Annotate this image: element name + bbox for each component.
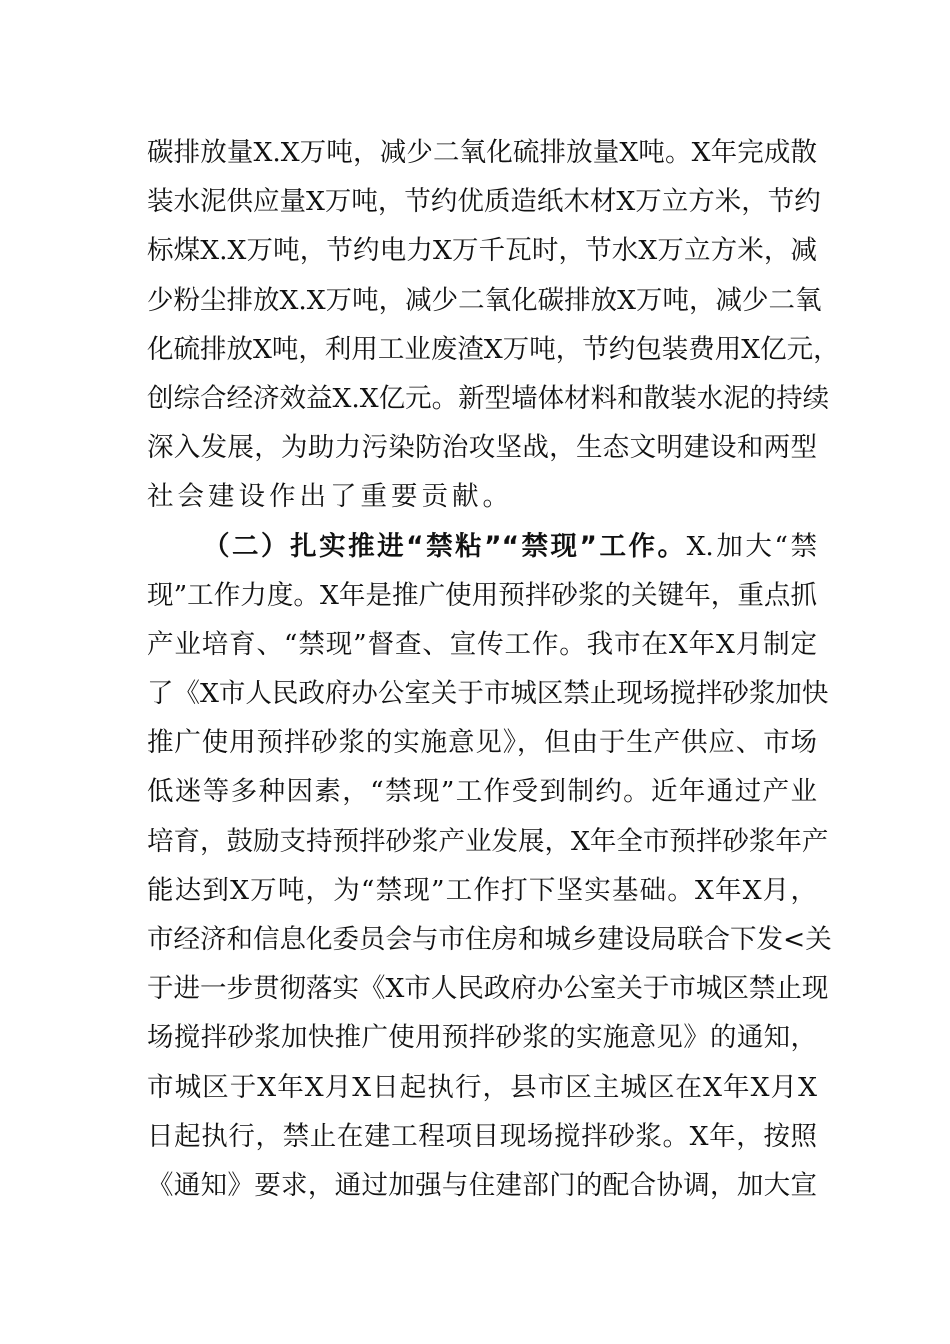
text-line: 能达到X万吨，为“禁现”工作打下坚实基础。X年X月， (147, 874, 817, 906)
paragraph-emissions (147, 128, 840, 522)
text-line: 低迷等多种因素，“禁现”工作受到制约。近年通过产业 (147, 776, 817, 808)
text-line: 市城区于X年X月X日起执行，县市区主城区在X年X月X (147, 1071, 817, 1103)
text-line: 市经济和信息化委员会与市住房和城乡建设局联合下发<关 (147, 924, 832, 955)
text-line: 深入发展，为助力污染防治攻坚战，生态文明建设和两型 (147, 432, 817, 464)
text-line: 标煤X.X万吨，节约电力X万千瓦时，节水X万立方米，减 (147, 235, 817, 267)
document-body (147, 128, 840, 1210)
text-line: 日起执行，禁止在建工程项目现场搅拌砂浆。X年，按照 (147, 1120, 817, 1152)
text-line: 场搅拌砂浆加快推广使用预拌砂浆的实施意见》的通知， (147, 1022, 817, 1054)
paragraph-jinzhan-jinxian (147, 522, 832, 1211)
text-line: 培育，鼓励支持预拌砂浆产业发展，X年全市预拌砂浆年产 (147, 825, 829, 857)
text-line: 创综合经济效益X.X亿元。新型墙体材料和散装水泥的持续 (147, 382, 830, 414)
text-line: 现”工作力度。X年是推广使用预拌砂浆的关键年，重点抓 (147, 579, 817, 611)
text-line: 于进一步贯彻落实《X市人民政府办公室关于市城区禁止现 (147, 973, 829, 1005)
text-line: 了《X市人民政府办公室关于市城区禁止现场搅拌砂浆加快 (147, 678, 829, 710)
text-run: X.加大“禁 (686, 530, 817, 562)
text-line (147, 522, 817, 571)
text-line: 化硫排放X吨，利用工业废渣X万吨，节约包装费用X亿元， (147, 333, 840, 365)
text-line: 推广使用预拌砂浆的实施意见》，但由于生产供应、市场 (147, 727, 817, 759)
text-line: 产业培育、“禁现”督查、宣传工作。我市在X年X月制定 (147, 628, 817, 660)
text-line: 少粉尘排放X.X万吨，减少二氧化碳排放X万吨，减少二氧 (147, 284, 822, 316)
text-line: 装水泥供应量X万吨，节约优质造纸木材X万立方米，节约 (147, 186, 821, 218)
text-line: 碳排放量X.X万吨，减少二氧化硫排放量X吨。X年完成散 (147, 137, 817, 168)
text-line: 社会建设作出了重要贡献。 (147, 481, 513, 513)
section-heading: （二）扎实推进“禁粘”“禁现”工作。 (203, 530, 687, 562)
text-line: 《通知》要求，通过加强与住建部门的配合协调，加大宣 (147, 1169, 817, 1201)
